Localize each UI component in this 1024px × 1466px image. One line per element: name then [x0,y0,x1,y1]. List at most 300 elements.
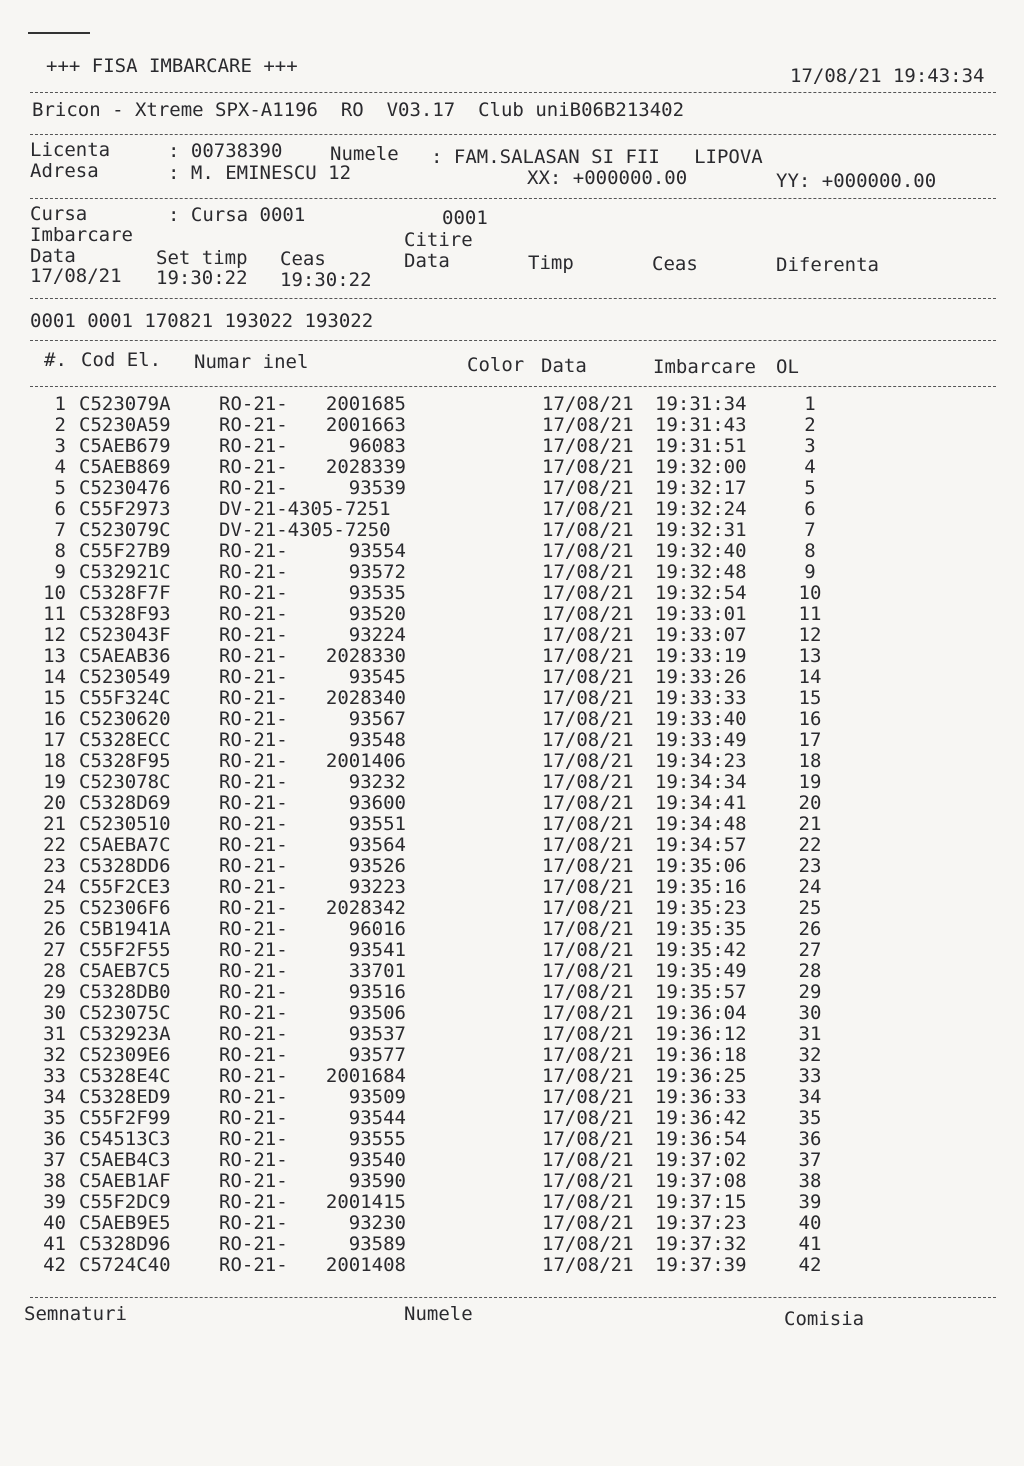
adresa-label: Adresa [30,160,99,182]
boarding-date: 17/08/21 [542,981,634,1003]
numele-label: Numele [330,143,399,165]
ring-number: 2001408 [325,1254,406,1276]
row-number: 24 [43,876,66,898]
electronic-code: C5AEB1AF [79,1170,171,1192]
xx-coordinate: XX: +000000.00 [527,167,688,189]
cursa-code: 0001 [442,207,488,229]
table-row [0,667,1024,688]
row-number: 12 [43,624,66,646]
ring-prefix: RO-21- [219,1044,288,1066]
table-row [0,961,1024,982]
ring-prefix: RO-21- [219,456,288,478]
ol-number: 22 [798,834,822,856]
electronic-code: C523079C [79,519,171,541]
boarding-time: 19:36:12 [655,1023,747,1045]
row-number: 7 [54,519,66,541]
row-number: 17 [43,729,66,751]
timp-label: Timp [528,252,574,274]
ring-prefix: RO-21- [219,414,288,436]
ol-number: 33 [798,1065,822,1087]
row-number: 14 [43,666,66,688]
boarding-time: 19:32:24 [655,498,747,520]
header-inel: Numar inel [194,351,309,373]
boarding-time: 19:31:34 [655,393,747,415]
electronic-code: C55F2CE3 [79,876,171,898]
table-row [0,1003,1024,1024]
ol-number: 24 [798,876,822,898]
row-number: 1 [54,393,66,415]
electronic-code: C5328F7F [79,582,171,604]
header-num: #. [44,349,67,371]
row-number: 6 [54,498,66,520]
ring-number: 93537 [348,1023,406,1045]
ring-prefix: RO-21- [219,792,288,814]
table-row [0,646,1024,667]
electronic-code: C5328ECC [79,729,171,751]
numele-value: : FAM.SALASAN SI FII LIPOVA [431,146,763,168]
ring-number: 93516 [348,981,406,1003]
boarding-date: 17/08/21 [542,1191,634,1213]
ol-number: 2 [804,414,816,436]
electronic-code: C523078C [79,771,171,793]
electronic-code: C5230510 [79,813,171,835]
electronic-code: C5AEB4C3 [79,1149,171,1171]
row-number: 2 [54,414,66,436]
header-color: Color [467,354,525,376]
table-row [0,541,1024,562]
citire-ceas-label: Ceas [652,253,698,275]
imbarcare-label: Imbarcare [30,224,133,246]
ol-number: 9 [804,561,816,583]
boarding-date: 17/08/21 [542,1128,634,1150]
boarding-date: 17/08/21 [542,1254,634,1276]
boarding-time: 19:36:18 [655,1044,747,1066]
row-number: 21 [43,813,66,835]
electronic-code: C532921C [79,561,171,583]
electronic-code: C5328ED9 [79,1086,171,1108]
electronic-code: C5328E4C [79,1065,171,1087]
boarding-time: 19:34:41 [655,792,747,814]
boarding-date: 17/08/21 [542,477,634,499]
diferenta-label: Diferenta [776,254,879,276]
ol-number: 10 [798,582,822,604]
ring-number: 2001406 [325,750,406,772]
boarding-time: 19:33:07 [655,624,747,646]
ol-number: 30 [798,1002,822,1024]
electronic-code: C55F27B9 [79,540,171,562]
electronic-code: C5328F93 [79,603,171,625]
electronic-code: C5AEB869 [79,456,171,478]
citire-label: Citire [404,229,473,251]
boarding-date: 17/08/21 [542,603,634,625]
table-row [0,751,1024,772]
ring-number: 93577 [348,1044,406,1066]
electronic-code: C54513C3 [79,1128,171,1150]
ring-prefix: RO-21- [219,855,288,877]
row-number: 33 [43,1065,66,1087]
ring-prefix: RO-21- [219,918,288,940]
row-number: 30 [43,1002,66,1024]
boarding-time: 19:34:57 [655,834,747,856]
boarding-time: 19:33:49 [655,729,747,751]
ol-number: 17 [798,729,822,751]
commission-label: Comisia [784,1308,865,1330]
ring-prefix: RO-21- [219,666,288,688]
ol-number: 37 [798,1149,822,1171]
ring-prefix: RO-21- [219,1191,288,1213]
electronic-code: C523079A [79,393,171,415]
ring-prefix: RO-21- [219,1128,288,1150]
ring-number: 93520 [348,603,406,625]
row-number: 3 [54,435,66,457]
ring-prefix: RO-21- [219,540,288,562]
ring-number: 96016 [348,918,406,940]
table-row [0,1024,1024,1045]
ring-prefix: RO-21- [219,624,288,646]
ring-prefix: RO-21- [219,981,288,1003]
table-row [0,415,1024,436]
boarding-date: 17/08/21 [542,960,634,982]
ring-prefix: RO-21- [219,1149,288,1171]
ol-number: 15 [798,687,822,709]
boarding-date: 17/08/21 [542,1149,634,1171]
ring-prefix: RO-21- [219,729,288,751]
ol-number: 39 [798,1191,822,1213]
licenta-value: : 00738390 [168,140,283,162]
table-row [0,520,1024,541]
ring-prefix: RO-21- [219,1002,288,1024]
ring-number: 93509 [348,1086,406,1108]
table-row [0,688,1024,709]
row-number: 28 [43,960,66,982]
table-row [0,1234,1024,1255]
table-row [0,499,1024,520]
ring-prefix: RO-21- [219,603,288,625]
electronic-code: C5AEB9E5 [79,1212,171,1234]
table-row [0,1066,1024,1087]
boarding-date: 17/08/21 [542,1044,634,1066]
table-row [0,919,1024,940]
header-ol: OL [776,356,799,378]
ring-number: 93232 [348,771,406,793]
boarding-time: 19:35:57 [655,981,747,1003]
row-number: 39 [43,1191,66,1213]
ring-prefix: RO-21- [219,687,288,709]
table-row [0,1045,1024,1066]
table-row [0,625,1024,646]
boarding-date: 17/08/21 [542,771,634,793]
ring-number: 2001685 [325,393,406,415]
boarding-date: 17/08/21 [542,645,634,667]
ring-number: 93540 [348,1149,406,1171]
table-row [0,835,1024,856]
electronic-code: C5AEAB36 [79,645,171,667]
sheet-title: +++ FISA IMBARCARE +++ [46,55,298,77]
ring-number: 93541 [348,939,406,961]
ring-prefix: RO-21- [219,876,288,898]
electronic-code: C55F2DC9 [79,1191,171,1213]
boarding-date: 17/08/21 [542,1002,634,1024]
boarding-time: 19:33:33 [655,687,747,709]
table-row [0,709,1024,730]
boarding-date: 17/08/21 [542,435,634,457]
electronic-code: C55F2F55 [79,939,171,961]
ol-number: 35 [798,1107,822,1129]
ring-number: 96083 [348,435,406,457]
ol-number: 5 [804,477,816,499]
electronic-code: C5328DD6 [79,855,171,877]
licenta-label: Licenta [30,139,111,161]
boarding-time: 19:31:43 [655,414,747,436]
row-number: 36 [43,1128,66,1150]
ring-prefix: RO-21- [219,1254,288,1276]
boarding-time: 19:37:23 [655,1212,747,1234]
row-number: 19 [43,771,66,793]
top-mark [28,32,90,34]
ol-number: 38 [798,1170,822,1192]
table-row [0,1192,1024,1213]
boarding-time: 19:33:19 [655,645,747,667]
boarding-time: 19:36:33 [655,1086,747,1108]
race-code-line: 0001 0001 170821 193022 193022 [30,310,374,332]
ring-prefix: RO-21- [219,1023,288,1045]
ring-number: 93551 [348,813,406,835]
device-line: Bricon - Xtreme SPX-A1196 RO V03.17 Club uniB06B213402 [32,99,685,121]
row-number: 22 [43,834,66,856]
ring-number: 2028340 [325,687,406,709]
row-number: 40 [43,1212,66,1234]
boarding-date: 17/08/21 [542,1065,634,1087]
ring-number: 93526 [348,855,406,877]
electronic-code: C5230A59 [79,414,171,436]
ring-prefix: RO-21- [219,1170,288,1192]
electronic-code: C523043F [79,624,171,646]
row-number: 8 [54,540,66,562]
ring-prefix: RO-21- [219,1212,288,1234]
boarding-date: 17/08/21 [542,834,634,856]
row-number: 27 [43,939,66,961]
imbarcare-date: 17/08/21 [30,265,122,287]
boarding-time: 19:35:23 [655,897,747,919]
boarding-time: 19:37:15 [655,1191,747,1213]
name-label: Numele [404,1303,473,1325]
table-row [0,814,1024,835]
ring-number: 93600 [348,792,406,814]
table-row [0,940,1024,961]
boarding-date: 17/08/21 [542,498,634,520]
electronic-code: C55F324C [79,687,171,709]
row-number: 4 [54,456,66,478]
ol-number: 16 [798,708,822,730]
boarding-time: 19:35:16 [655,876,747,898]
electronic-code: C5328DB0 [79,981,171,1003]
electronic-code: C5328D96 [79,1233,171,1255]
ring-number: 93589 [348,1233,406,1255]
ceas-label: Ceas [280,248,326,270]
table-row [0,583,1024,604]
separator [30,340,996,341]
boarding-time: 19:32:00 [655,456,747,478]
ol-number: 11 [798,603,822,625]
separator [30,386,996,387]
row-number: 20 [43,792,66,814]
row-number: 29 [43,981,66,1003]
ol-number: 42 [798,1254,822,1276]
separator [30,198,996,199]
table-row [0,1150,1024,1171]
cursa-label: Cursa [30,203,88,225]
table-row [0,982,1024,1003]
boarding-date: 17/08/21 [542,1212,634,1234]
boarding-time: 19:35:35 [655,918,747,940]
ol-number: 13 [798,645,822,667]
boarding-date: 17/08/21 [542,456,634,478]
ring-prefix: RO-21- [219,939,288,961]
row-number: 34 [43,1086,66,1108]
row-number: 38 [43,1170,66,1192]
ring-number: 2001684 [325,1065,406,1087]
boarding-time: 19:34:34 [655,771,747,793]
electronic-code: C5AEB679 [79,435,171,457]
boarding-date: 17/08/21 [542,1023,634,1045]
boarding-date: 17/08/21 [542,624,634,646]
row-number: 31 [43,1023,66,1045]
boarding-time: 19:31:51 [655,435,747,457]
row-number: 25 [43,897,66,919]
boarding-date: 17/08/21 [542,813,634,835]
electronic-code: C5724C40 [79,1254,171,1276]
ring-prefix: RO-21- [219,834,288,856]
boarding-date: 17/08/21 [542,582,634,604]
ring-prefix: RO-21- [219,1107,288,1129]
boarding-time: 19:35:49 [655,960,747,982]
ring-prefix: RO-21- [219,960,288,982]
electronic-code: C52306F6 [79,897,171,919]
boarding-time: 19:32:40 [655,540,747,562]
boarding-date: 17/08/21 [542,897,634,919]
boarding-time: 19:34:48 [655,813,747,835]
boarding-date: 17/08/21 [542,750,634,772]
ring-number: 93545 [348,666,406,688]
ol-number: 34 [798,1086,822,1108]
boarding-date: 17/08/21 [542,1086,634,1108]
boarding-time: 19:36:04 [655,1002,747,1024]
boarding-time: 19:34:23 [655,750,747,772]
boarding-time: 19:37:39 [655,1254,747,1276]
ring-number: 93572 [348,561,406,583]
ol-number: 23 [798,855,822,877]
row-number: 23 [43,855,66,877]
boarding-time: 19:32:48 [655,561,747,583]
ring-prefix: RO-21- [219,813,288,835]
ring-number: 93567 [348,708,406,730]
ring-number: 93539 [348,477,406,499]
boarding-date: 17/08/21 [542,876,634,898]
boarding-time: 19:35:06 [655,855,747,877]
boarding-time: 19:33:01 [655,603,747,625]
table-row [0,898,1024,919]
ol-number: 36 [798,1128,822,1150]
row-number: 18 [43,750,66,772]
ol-number: 27 [798,939,822,961]
boarding-time: 19:32:54 [655,582,747,604]
header-data: Data [541,355,587,377]
ring-number: 93535 [348,582,406,604]
table-row [0,1213,1024,1234]
ring-prefix: RO-21- [219,582,288,604]
boarding-date: 17/08/21 [542,792,634,814]
boarding-time: 19:36:54 [655,1128,747,1150]
electronic-code: C523075C [79,1002,171,1024]
cursa-value: : Cursa 0001 [168,204,306,226]
electronic-code: C5230620 [79,708,171,730]
boarding-time: 19:37:08 [655,1170,747,1192]
electronic-code: C5230549 [79,666,171,688]
ol-number: 40 [798,1212,822,1234]
ring-prefix: DV-21-4305-7251 [219,498,391,520]
ring-number: 93223 [348,876,406,898]
table-row [0,1108,1024,1129]
ol-number: 6 [804,498,816,520]
set-timp-value: 19:30:22 [156,267,248,289]
ring-number: 93224 [348,624,406,646]
ring-prefix: RO-21- [219,708,288,730]
ring-prefix: RO-21- [219,561,288,583]
table-row [0,604,1024,625]
ring-number: 93548 [348,729,406,751]
boarding-date: 17/08/21 [542,729,634,751]
boarding-time: 19:36:25 [655,1065,747,1087]
row-number: 35 [43,1107,66,1129]
ring-prefix: RO-21- [219,1086,288,1108]
ol-number: 1 [804,393,816,415]
ceas-value: 19:30:22 [280,269,372,291]
table-row [0,1255,1024,1276]
ol-number: 25 [798,897,822,919]
boarding-date: 17/08/21 [542,918,634,940]
ring-prefix: RO-21- [219,435,288,457]
ring-number: 93506 [348,1002,406,1024]
electronic-code: C52309E6 [79,1044,171,1066]
boarding-time: 19:37:02 [655,1149,747,1171]
table-row [0,1171,1024,1192]
ring-prefix: RO-21- [219,477,288,499]
ring-prefix: RO-21- [219,771,288,793]
ring-prefix: RO-21- [219,1065,288,1087]
electronic-code: C532923A [79,1023,171,1045]
ring-prefix: RO-21- [219,393,288,415]
ol-number: 8 [804,540,816,562]
electronic-code: C5328D69 [79,792,171,814]
ring-number: 33701 [348,960,406,982]
ol-number: 32 [798,1044,822,1066]
table-row [0,1087,1024,1108]
row-number: 42 [43,1254,66,1276]
electronic-code: C55F2F99 [79,1107,171,1129]
ol-number: 20 [798,792,822,814]
ol-number: 4 [804,456,816,478]
table-row [0,877,1024,898]
row-number: 26 [43,918,66,940]
data-label: Data [30,245,76,267]
ring-prefix: RO-21- [219,1233,288,1255]
table-row [0,793,1024,814]
boarding-time: 19:32:31 [655,519,747,541]
boarding-date: 17/08/21 [542,393,634,415]
ol-number: 29 [798,981,822,1003]
boarding-date: 17/08/21 [542,687,634,709]
boarding-time: 19:36:42 [655,1107,747,1129]
